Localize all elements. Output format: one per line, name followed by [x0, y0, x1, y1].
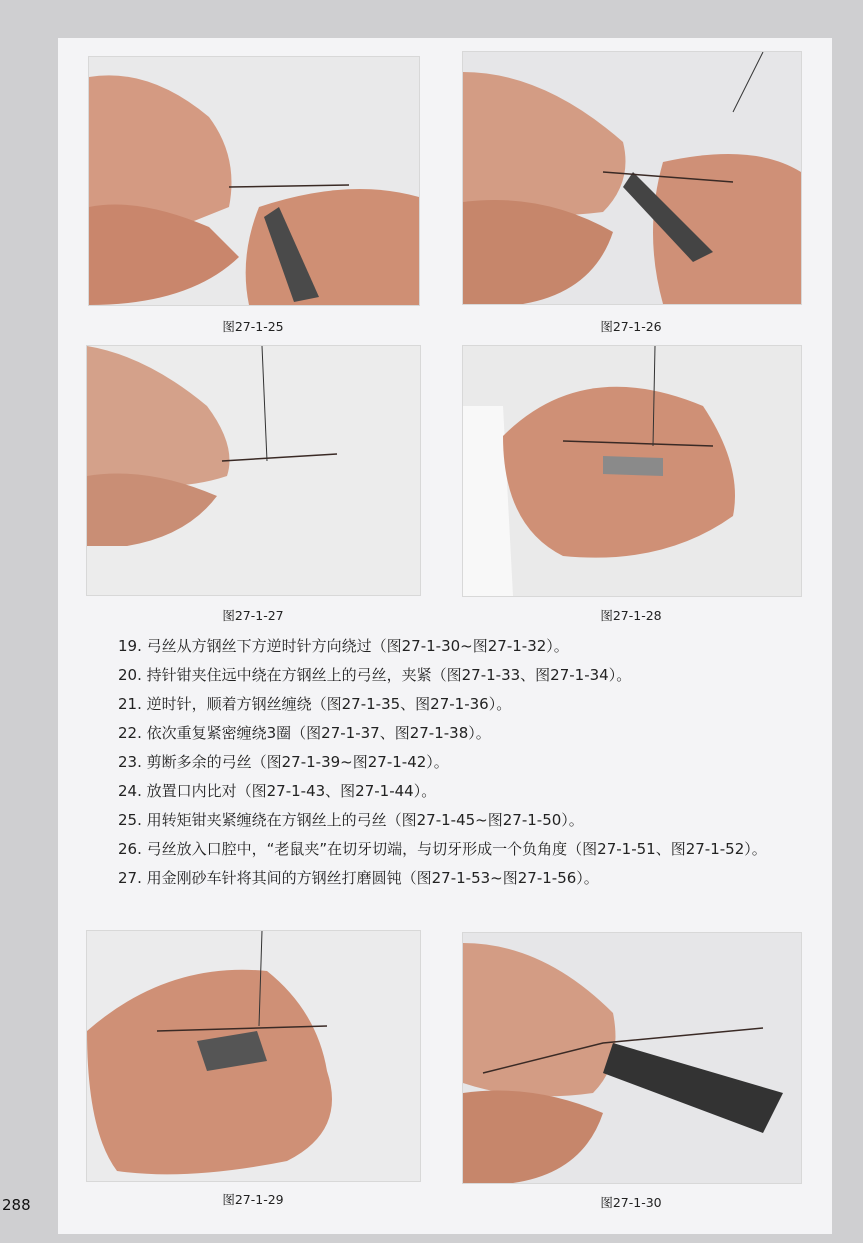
photo-fig-27-1-30 [462, 932, 802, 1184]
photo-fig-27-1-29 [86, 930, 421, 1182]
step-26: 26. 弓丝放入口腔中，“老鼠夹”在切牙切端，与切牙形成一个负角度（图27-1-51、图27-1-52）。 [118, 840, 767, 858]
figure-caption: 图27-1-29 [222, 1192, 284, 1207]
figure-caption: 图27-1-25 [222, 319, 284, 334]
figure-caption: 图27-1-30 [600, 1195, 662, 1210]
step-19: 19. 弓丝从方钢丝下方逆时针方向绕过（图27-1-30~图27-1-32）。 [118, 637, 569, 655]
step-20: 20. 持针钳夹住远中绕在方钢丝上的弓丝，夹紧（图27-1-33、图27-1-34）。 [118, 666, 632, 684]
photo-fig-27-1-27 [86, 345, 421, 596]
photo-fig-27-1-28 [462, 345, 802, 597]
step-23: 23. 剪断多余的弓丝（图27-1-39~图27-1-42）。 [118, 753, 449, 771]
page-number: 288 [2, 1196, 31, 1214]
figure-caption: 图27-1-28 [600, 608, 662, 623]
procedure-steps [88, 632, 804, 893]
photo-fig-27-1-25 [88, 56, 420, 306]
step-25: 25. 用转矩钳夹紧缠绕在方钢丝上的弓丝（图27-1-45~图27-1-50）。 [118, 811, 584, 829]
step-22: 22. 依次重复紧密缠绕3圈（图27-1-37、图27-1-38）。 [118, 724, 491, 742]
figure-caption: 图27-1-26 [600, 319, 662, 334]
step-21: 21. 逆时针，顺着方钢丝缠绕（图27-1-35、图27-1-36）。 [118, 695, 512, 713]
step-27: 27. 用金刚砂车针将其间的方钢丝打磨圆钝（图27-1-53~图27-1-56）。 [118, 869, 599, 887]
step-24: 24. 放置口内比对（图27-1-43、图27-1-44）。 [118, 782, 437, 800]
figure-caption: 图27-1-27 [222, 608, 284, 623]
photo-fig-27-1-26 [462, 51, 802, 305]
